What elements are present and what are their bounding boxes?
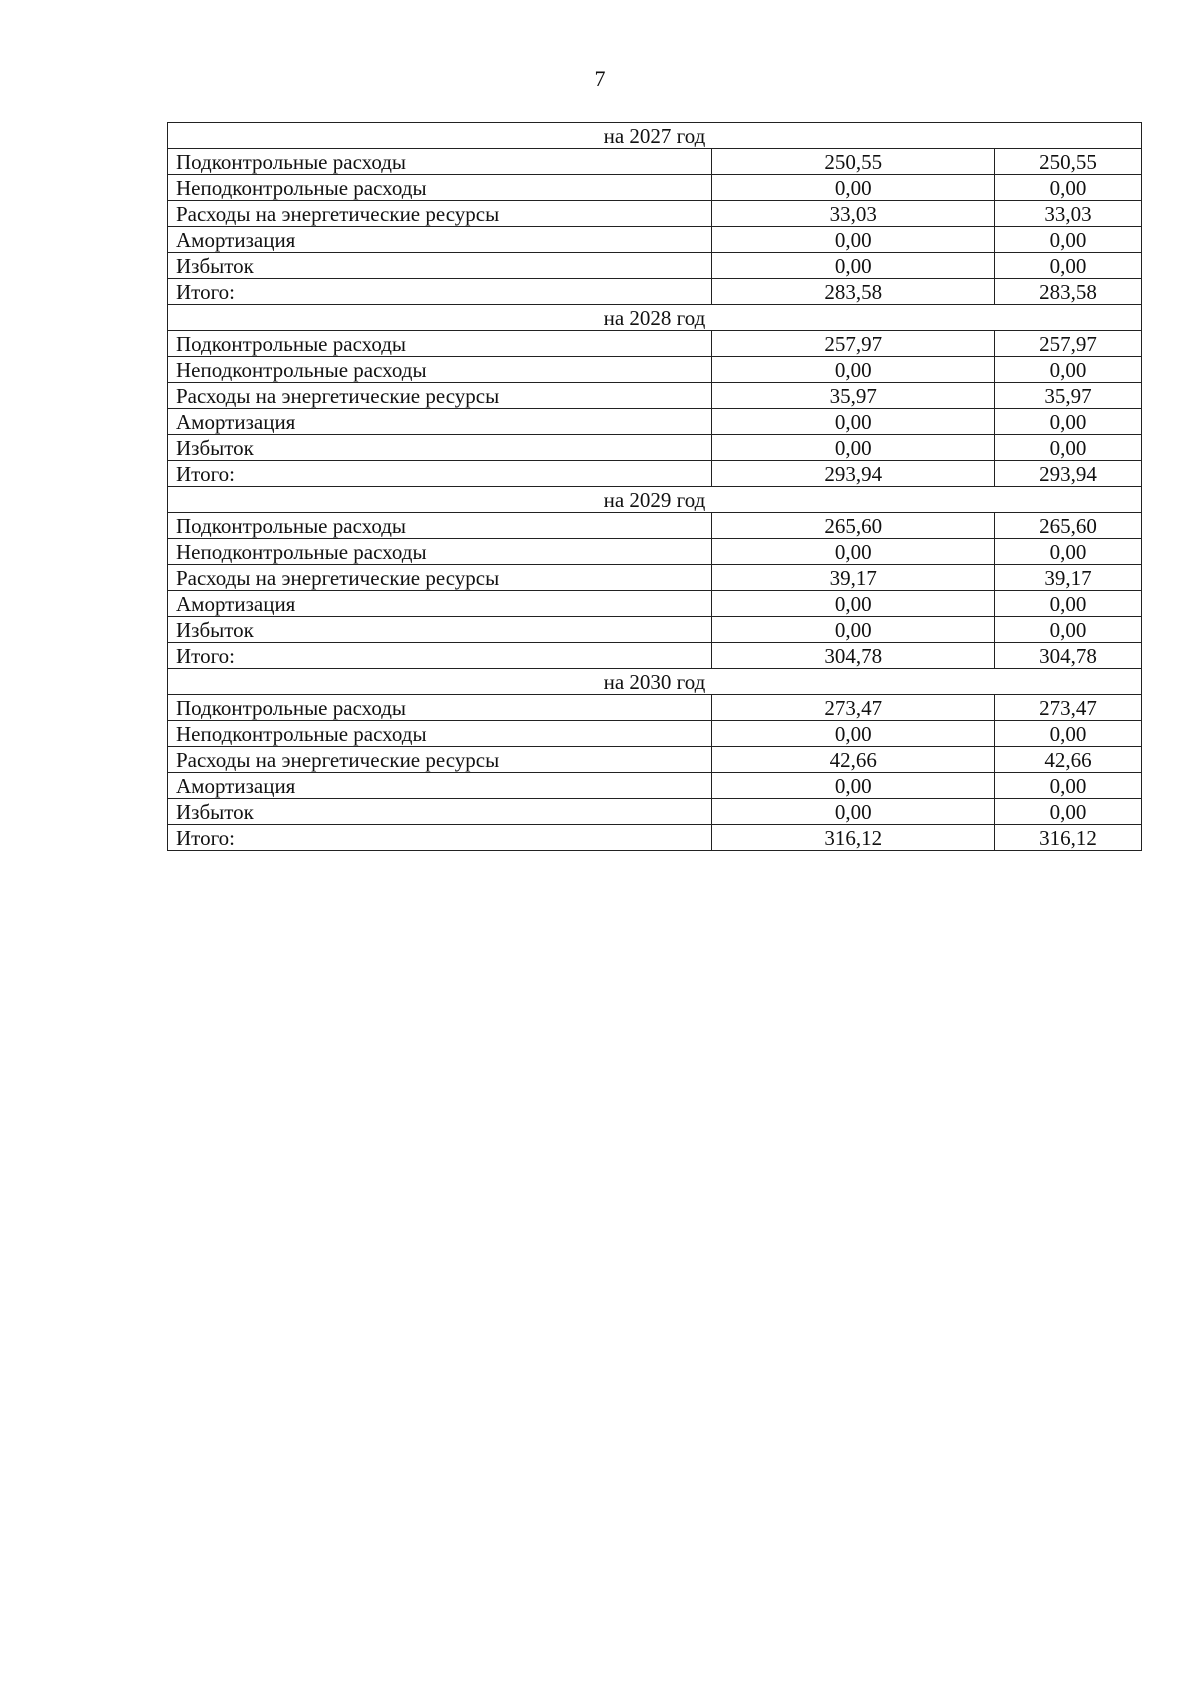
row-label: Амортизация xyxy=(168,773,712,799)
row-value-2: 0,00 xyxy=(995,721,1142,747)
table-row xyxy=(168,773,1142,799)
row-label: Избыток xyxy=(168,253,712,279)
year-header-row xyxy=(168,487,1142,513)
table-row xyxy=(168,279,1142,305)
row-label: Итого: xyxy=(168,825,712,851)
row-value-2: 0,00 xyxy=(995,799,1142,825)
row-value-1: 0,00 xyxy=(712,539,995,565)
row-label: Расходы на энергетические ресурсы xyxy=(168,201,712,227)
row-value-1: 273,47 xyxy=(712,695,995,721)
row-value-1: 0,00 xyxy=(712,721,995,747)
row-label: Итого: xyxy=(168,279,712,305)
year-label: на 2027 год xyxy=(168,123,1142,149)
row-value-1: 0,00 xyxy=(712,227,995,253)
row-value-1: 293,94 xyxy=(712,461,995,487)
row-value-1: 0,00 xyxy=(712,799,995,825)
row-label: Расходы на энергетические ресурсы xyxy=(168,383,712,409)
row-value-2: 293,94 xyxy=(995,461,1142,487)
row-value-1: 0,00 xyxy=(712,357,995,383)
row-value-1: 283,58 xyxy=(712,279,995,305)
row-value-2: 33,03 xyxy=(995,201,1142,227)
row-label: Расходы на энергетические ресурсы xyxy=(168,565,712,591)
row-label: Амортизация xyxy=(168,591,712,617)
row-label: Амортизация xyxy=(168,227,712,253)
row-value-1: 250,55 xyxy=(712,149,995,175)
row-value-2: 0,00 xyxy=(995,253,1142,279)
row-value-2: 0,00 xyxy=(995,435,1142,461)
table-row xyxy=(168,825,1142,851)
table-row xyxy=(168,357,1142,383)
table-row xyxy=(168,747,1142,773)
row-label: Подконтрольные расходы xyxy=(168,513,712,539)
table-row xyxy=(168,617,1142,643)
row-value-1: 0,00 xyxy=(712,773,995,799)
row-value-2: 0,00 xyxy=(995,357,1142,383)
row-value-1: 0,00 xyxy=(712,591,995,617)
row-value-1: 316,12 xyxy=(712,825,995,851)
expenses-table xyxy=(167,122,1142,851)
row-value-1: 0,00 xyxy=(712,175,995,201)
row-value-2: 257,97 xyxy=(995,331,1142,357)
year-label: на 2028 год xyxy=(168,305,1142,331)
year-header-row xyxy=(168,123,1142,149)
row-label: Неподконтрольные расходы xyxy=(168,357,712,383)
table-row xyxy=(168,565,1142,591)
year-header-row xyxy=(168,305,1142,331)
row-value-2: 0,00 xyxy=(995,591,1142,617)
row-label: Итого: xyxy=(168,643,712,669)
row-value-2: 39,17 xyxy=(995,565,1142,591)
table-row xyxy=(168,799,1142,825)
table-row xyxy=(168,175,1142,201)
row-label: Подконтрольные расходы xyxy=(168,695,712,721)
row-value-1: 304,78 xyxy=(712,643,995,669)
row-value-2: 304,78 xyxy=(995,643,1142,669)
row-label: Избыток xyxy=(168,799,712,825)
row-label: Неподконтрольные расходы xyxy=(168,539,712,565)
row-value-1: 0,00 xyxy=(712,253,995,279)
page-number: 7 xyxy=(594,66,606,91)
row-label: Неподконтрольные расходы xyxy=(168,721,712,747)
year-label: на 2030 год xyxy=(168,669,1142,695)
row-value-1: 0,00 xyxy=(712,617,995,643)
table-row xyxy=(168,513,1142,539)
table-row xyxy=(168,435,1142,461)
table-row xyxy=(168,331,1142,357)
row-value-1: 0,00 xyxy=(712,435,995,461)
row-value-2: 0,00 xyxy=(995,227,1142,253)
row-value-1: 35,97 xyxy=(712,383,995,409)
row-value-2: 0,00 xyxy=(995,773,1142,799)
row-label: Итого: xyxy=(168,461,712,487)
row-label: Подконтрольные расходы xyxy=(168,149,712,175)
row-value-2: 42,66 xyxy=(995,747,1142,773)
row-value-2: 273,47 xyxy=(995,695,1142,721)
table-row xyxy=(168,539,1142,565)
table-row xyxy=(168,721,1142,747)
table-row xyxy=(168,643,1142,669)
row-label: Подконтрольные расходы xyxy=(168,331,712,357)
row-value-2: 35,97 xyxy=(995,383,1142,409)
row-label: Избыток xyxy=(168,617,712,643)
row-label: Амортизация xyxy=(168,409,712,435)
row-value-2: 283,58 xyxy=(995,279,1142,305)
year-label: на 2029 год xyxy=(168,487,1142,513)
row-value-2: 265,60 xyxy=(995,513,1142,539)
table-row xyxy=(168,591,1142,617)
row-value-1: 257,97 xyxy=(712,331,995,357)
row-value-1: 265,60 xyxy=(712,513,995,539)
table-row xyxy=(168,695,1142,721)
row-label: Избыток xyxy=(168,435,712,461)
row-value-2: 0,00 xyxy=(995,175,1142,201)
table-row xyxy=(168,253,1142,279)
year-header-row xyxy=(168,669,1142,695)
row-value-2: 316,12 xyxy=(995,825,1142,851)
row-value-1: 42,66 xyxy=(712,747,995,773)
table-row xyxy=(168,409,1142,435)
expenses-table-body xyxy=(168,123,1142,851)
row-value-2: 0,00 xyxy=(995,409,1142,435)
table-row xyxy=(168,149,1142,175)
row-value-2: 250,55 xyxy=(995,149,1142,175)
row-value-1: 0,00 xyxy=(712,409,995,435)
table-row xyxy=(168,383,1142,409)
table-row xyxy=(168,461,1142,487)
row-label: Расходы на энергетические ресурсы xyxy=(168,747,712,773)
row-value-2: 0,00 xyxy=(995,617,1142,643)
row-value-2: 0,00 xyxy=(995,539,1142,565)
table-row xyxy=(168,227,1142,253)
table-row xyxy=(168,201,1142,227)
row-label: Неподконтрольные расходы xyxy=(168,175,712,201)
row-value-1: 33,03 xyxy=(712,201,995,227)
row-value-1: 39,17 xyxy=(712,565,995,591)
